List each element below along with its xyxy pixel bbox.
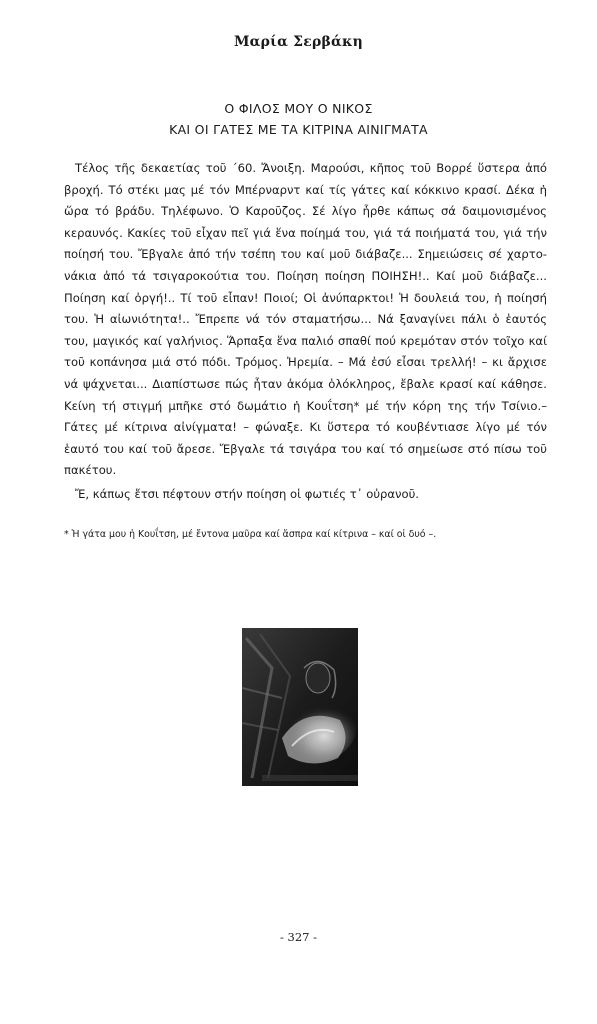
page-number: - 327 - (279, 930, 318, 944)
illustration-painting (242, 628, 358, 786)
running-head-author: Μαρία Σερβάκη (233, 34, 364, 50)
title-line-2: ΚΑΙ ΟΙ ΓΑΤΕΣ ΜΕ ΤΑ ΚΙΤΡΙΝΑ ΑΙΝΙΓΜΑΤΑ (169, 122, 428, 137)
poem-title (0, 98, 597, 140)
closing-line: Ἔ, κάπως ἔτσι πέφτουν στήν ποίηση οἱ φωτιές τ᾽ οὐρανοῦ. (75, 487, 419, 501)
footnote: * Ἡ γάτα μου ἡ Κουΐτση, μέ ἔντονα μαῦρα καί ἄσπρα καί κίτρινα – καί οἱ δυό –. (64, 529, 437, 540)
title-line-1: Ο ΦΙΛΟΣ ΜΟΥ Ο ΝΙΚΟΣ (224, 101, 373, 116)
body-paragraph: Τέλος τῆς δεκαετίας τοῦ ΄60. Ἄνοιξη. Μαρούσι, κῆπος τοῦ Βορρέ ὕστερα ἀπό βροχή. Τό στέκι μας μέ τόν Μπέρναρντ καί τίς γάτες καί κόκκινο κρασί. Δέκα ἡ ὥρα τό βράδυ. Τηλέφωνο. Ὁ Καροῦζος. Σέ λίγο ἦρθε κάπως σά δαιμονισμένος κεραυνός. Κακίες τοῦ εἶχαν πεῖ γιά ἕνα ποίημά του, γιά τά ποιήματά του, γιά τήν ποίησή του. Ἔβγαλε ἀπό τήν τσέπη του καί μοῦ διάβαζε... Σημειώσεις σέ χαρτο-νάκια ἀπό τά τσιγαροκούτια του. Ποίηση ποίηση ΠΟΙΗΣΗ!.. Καί μοῦ διάβαζε... Ποίηση καί ὀργή!.. Τί τοῦ εἶπαν! Ποιοί; Οἱ ἀνύπαρκτοι! Ἡ δουλειά του, ἡ ποίησή του. Ἡ αἰωνιότητα!.. Ἔπρεπε νά τόν σταματήσω... Νά ξαναγίνει πάλι ὁ ἑαυτός του, μαγικός καί γαλήνιος. Ἅρπαξα ἕνα παλιό σπαθί πού κρεμόταν στόν τοῖχο καί τοῦ κοπάνησα μιά στό πόδι. Τρόμος. Ἠρεμία. – Μά ἐσύ εἶσαι τρελλή! – κι ἄρχισε νά ψάχνεται... Διαπίστωσε πώς ἦταν ἀκόμα ὁλόκληρος, ἔβαλε κρασί καί κάθησε. Κείνη τή στιγμή μπῆκε στό δωμάτιο ἡ Κουΐτση* μέ τήν κόρη της τήν Τσίνιο.– Γάτες μέ κίτρινα αἰνίγματα! – φώναξε. Κι ὕστερα τό κουβέντιασε λίγο μέ τόν ἑαυτό του καί τοῦ ἄρεσε. Ἔβγαλε τά τσιγάρα του καί τό σημείωσε στό πίσω τοῦ πακέτου. (64, 161, 547, 478)
painting-image (242, 628, 358, 786)
